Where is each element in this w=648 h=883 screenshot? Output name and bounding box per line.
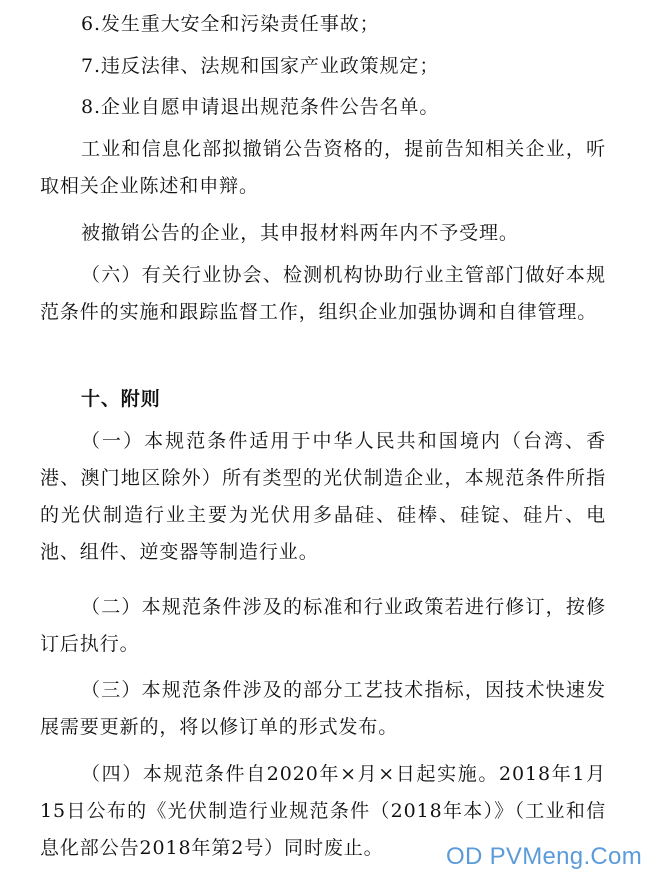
- paragraph-scope: （一）本规范条件适用于中华人民共和国境内（台湾、香港、澳门地区除外）所有类型的光伏制造企业，本规范条件所指的光伏制造行业主要为光伏用多晶硅、硅棒、硅锭、硅片、电池、组件、逆变器等制造行业。: [40, 430, 606, 563]
- section-heading-supplementary: 十、附则: [81, 388, 161, 410]
- site-watermark: OD PVMeng.Com: [446, 843, 642, 870]
- paragraph-item-6: 6.发生重大安全和污染责任事故；: [81, 13, 380, 35]
- paragraph-revoked-enterprises: 被撤销公告的企业，其申报材料两年内不予受理。: [81, 222, 519, 244]
- paragraph-effective-date: （四）本规范条件自2020年×月×日起实施。2018年1月15日公布的《光伏制造行业规范条件（2018年本）》（工业和信息化部公告2018年第2号）同时废止。: [40, 763, 606, 859]
- paragraph-section-6: （六）有关行业协会、检测机构协助行业主管部门做好本规范条件的实施和跟踪监督工作，组织企业加强协调和自律管理。: [40, 264, 606, 323]
- paragraph-revocation-notice: 工业和信息化部拟撤销公告资格的，提前告知相关企业，听取相关企业陈述和申辩。: [40, 138, 606, 197]
- paragraph-item-7: 7.违反法律、法规和国家产业政策规定；: [81, 55, 440, 77]
- paragraph-item-8: 8.企业自愿申请退出规范条件公告名单。: [81, 96, 440, 118]
- paragraph-technical-indicators: （三）本规范条件涉及的部分工艺技术指标，因技术快速发展需要更新的，将以修订单的形式发布。: [40, 679, 606, 738]
- paragraph-revision: （二）本规范条件涉及的标准和行业政策若进行修订，按修订后执行。: [40, 596, 606, 655]
